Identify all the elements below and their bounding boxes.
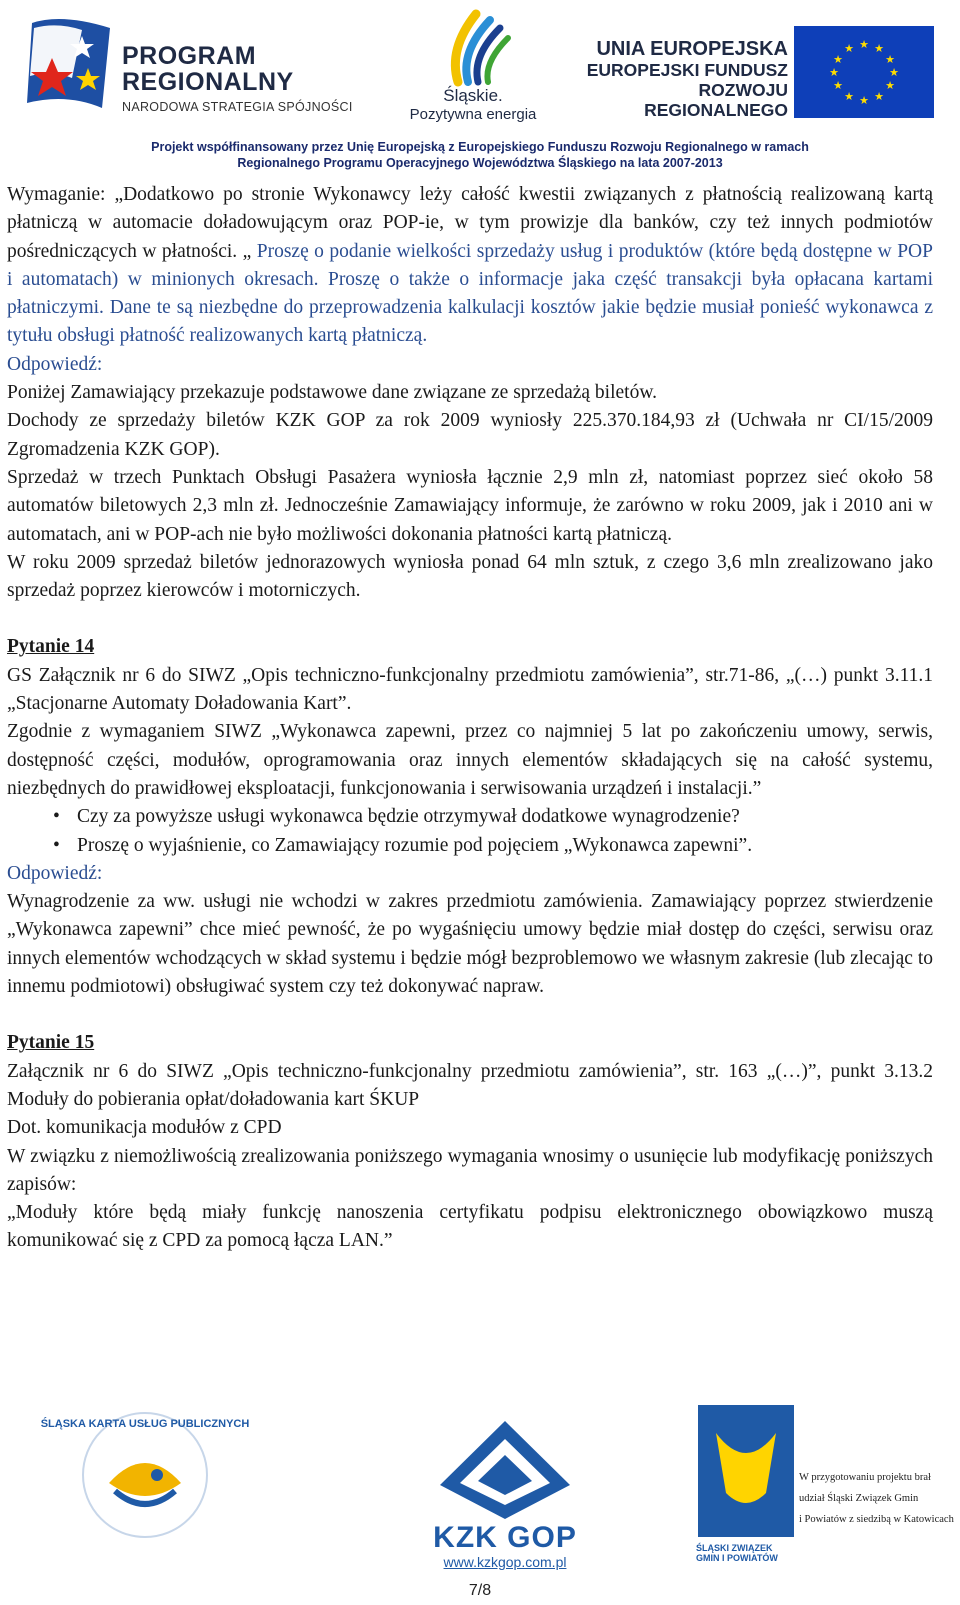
skup-logo-text: ŚLĄSKA KARTA USŁUG PUBLICZNYCH [40, 1418, 250, 1430]
program-regionalny-line2: REGIONALNY [122, 68, 294, 96]
answer13-paragraph-3: Sprzedaż w trzech Punktach Obsługi Pasażera wyniosła łącznie 2,9 mln zł, natomiast poprzez sieć około 58 automatów biletowych 2,3 mln zł. Jednocześnie Zamawiający informuje, że zarówno w roku 2009, jak i 2010 ani w automatach, ani w POP-ach nie było możliwości dokonania płatności kartą płatniczą. [7, 466, 933, 545]
szgp-note-line1: W przygotowaniu projektu brał [799, 1472, 931, 1483]
program-regionalny-flag-icon [22, 8, 117, 118]
question14-bullet-1: • Czy za powyższe usługi wykonawca będzie otrzymywał dodatkowe wynagrodzenie? [53, 803, 933, 831]
svg-text:★: ★ [874, 42, 884, 55]
question14-bullet-list [7, 803, 933, 860]
question15-paragraph-3: W związku z niemożliwością zrealizowania poniższego wymagania wnosimy o usunięcie lub modyfikację poniższych zapisów: [7, 1145, 933, 1195]
szgp-preparation-note [799, 1467, 959, 1530]
question14-paragraph-1: GS Załącznik nr 6 do SIWZ „Opis techniczno-funkcjonalny przedmiotu zamówienia”, str.71-86, „(…) punkt 3.11.1 „Stacjonarne Automaty Doładowania Kart”. [7, 664, 933, 715]
slaskie-waves-icon [398, 4, 548, 86]
question15-paragraph-1: Załącznik nr 6 do SIWZ „Opis techniczno-funkcjonalny przedmiotu zamówienia”, str. 163 „(…)”, punkt 3.13.2 Moduły do pobierania opłat/doładowania kart ŚKUP [7, 1060, 933, 1110]
answer13-label: Odpowiedź: [7, 353, 103, 375]
kzk-gop-name: KZK GOP [433, 1521, 577, 1554]
document-body [7, 181, 933, 1256]
svg-text:★: ★ [874, 90, 884, 103]
answer13-paragraph-1: Poniżej Zamawiający przekazuje podstawowe dane związane ze sprzedażą biletów. [7, 382, 658, 404]
slaskie-logo [398, 4, 548, 126]
slaskie-tagline: Pozytywna energia [409, 106, 537, 123]
unia-line3: ROZWOJU REGIONALNEGO [644, 80, 788, 120]
unia-line2: EUROPEJSKI FUNDUSZ [586, 60, 788, 80]
question14-bullet-2: • Proszę o wyjaśnienie, co Zamawiający rozumie pod pojęciem „Wykonawca zapewni”. [53, 832, 933, 860]
page-number: 7/8 [468, 1582, 492, 1599]
answer14-label: Odpowiedź: [7, 862, 103, 884]
answer13-paragraph-4: W roku 2009 sprzedaż biletów jednorazowych wyniosła ponad 64 mln sztuk, z czego 3,6 mln zrealizowano jako sprzedaż poprzez kierowców i motorniczych. [7, 551, 933, 602]
answer14-text: Wynagrodzenie za ww. usługi nie wchodzi w zakres przedmiotu zamówienia. Zamawiający poprzez stwierdzenie „Wykonawca zapewni” chce mieć pewność, że po wygaśnięciu umowy będzie miał dostęp do części, serwisu oraz innych elementów wchodzących w skład systemu i będzie mógł bezproblemowo we własnym zakresie (lub zlecając to innemu podmiotowi) obsługiwać system czy też dokonywać napraw. [7, 891, 933, 998]
page-header [0, 0, 960, 175]
kzk-gop-url-link[interactable]: www.kzkgop.com.pl [443, 1554, 567, 1570]
svg-text:★: ★ [885, 53, 895, 66]
unia-line1: UNIA EUROPEJSKA [596, 38, 788, 60]
svg-text:★: ★ [844, 42, 854, 55]
svg-text:★: ★ [885, 79, 895, 92]
program-regionalny-logo [10, 8, 370, 118]
answer13-paragraph-2: Dochody ze sprzedaży biletów KZK GOP za rok 2009 wyniosły 225.370.184,93 zł (Uchwała nr CI/15/2009 Zgromadzenia KZK GOP). [7, 410, 933, 460]
slaski-zwiazek-gmin-shield-icon [696, 1403, 796, 1539]
question14-paragraph-2: Zgodnie z wymaganiem SIWZ „Wykonawca zapewni, przez co najmniej 5 lat po zakończeniu umowy, serwis, dostępność części, modułów, oprogramowania oraz innych elementów składających się na całość systemu, niezbędnych do prawidłowej eksploatacji, funkcjonowania i serwisowania urządzeń i instalacji.” [7, 721, 933, 799]
project-note-line1: Projekt współfinansowany przez Unię Europejską z Europejskiego Funduszu Rozwoju Regionalnego w ramach [151, 140, 809, 154]
svg-text:★: ★ [859, 94, 869, 107]
requirement-text: Wymaganie: „Dodatkowo po stronie Wykonawcy leży całość kwestii związanych z płatnością realizowaną kartą płatniczą w automacie doładowującym oraz POP-ie, w tym prowizje dla banków, czy też innych podmiotów pośredniczących w płatności. „ [7, 184, 933, 262]
svg-text:★: ★ [844, 90, 854, 103]
question15-paragraph-4: „Moduły które będą miały funkcję nanoszenia certyfikatu podpisu elektronicznego obowiązkowo muszą komunikować się z CPD za pomocą łącza LAN.” [7, 1202, 933, 1252]
unia-europejska-logo [568, 26, 948, 126]
project-cofinancing-note [0, 139, 960, 171]
svg-text:★: ★ [833, 53, 843, 66]
question15-paragraph-2: Dot. komunikacja modułów z CPD [7, 1117, 282, 1139]
question15-heading: Pytanie 15 [7, 1032, 95, 1054]
szgp-note-line3: i Powiatów z siedzibą w Katowicach [799, 1514, 954, 1525]
svg-text:★: ★ [833, 79, 843, 92]
page-footer [0, 1395, 960, 1605]
svg-text:★: ★ [829, 66, 839, 79]
eu-flag-icon [794, 26, 934, 118]
program-regionalny-line3: NARODOWA STRATEGIA SPÓJNOŚCI [122, 100, 353, 114]
program-regionalny-wordmark [122, 43, 353, 114]
kzk-gop-diamond-icon [420, 1415, 590, 1519]
slaski-zwiazek-gmin-name: ŚLĄSKI ZWIĄZEK GMIN I POWIATÓW [696, 1543, 778, 1563]
svg-text:★: ★ [859, 38, 869, 51]
kzk-gop-logo [420, 1415, 590, 1570]
program-regionalny-line1: PROGRAM [122, 42, 257, 70]
question14-heading: Pytanie 14 [7, 636, 95, 658]
section-spacer [7, 1001, 933, 1029]
slaska-karta-uslug-publicznych-logo [40, 1405, 250, 1545]
szgp-note-line2: udział Śląski Związek Gmin [799, 1493, 919, 1504]
slaskie-name: Śląskie. [443, 86, 503, 105]
requirement-paragraph [7, 181, 933, 351]
slaski-zwiazek-gmin-logo [696, 1403, 796, 1563]
project-note-line2: Regionalnego Programu Operacyjnego Województwa Śląskiego na lata 2007-2013 [237, 156, 723, 170]
requirement-blue-text: Proszę o podanie wielkości sprzedaży usług i produktów (które będą dostępne w POP i automatach) w minionych okresach. Proszę o także o informacje jaka część transakcji była opłacana kartami płatniczymi. Dane te są niezbędne do przeprowadzenia kalkulacji kosztów jakie będzie musiał ponieść wykonawca z tytułu obsługi płatność realizowanych kartą płatniczą. [7, 240, 933, 347]
svg-text:★: ★ [889, 66, 899, 79]
unia-europejska-wordmark [568, 38, 788, 120]
section-spacer [7, 605, 933, 633]
